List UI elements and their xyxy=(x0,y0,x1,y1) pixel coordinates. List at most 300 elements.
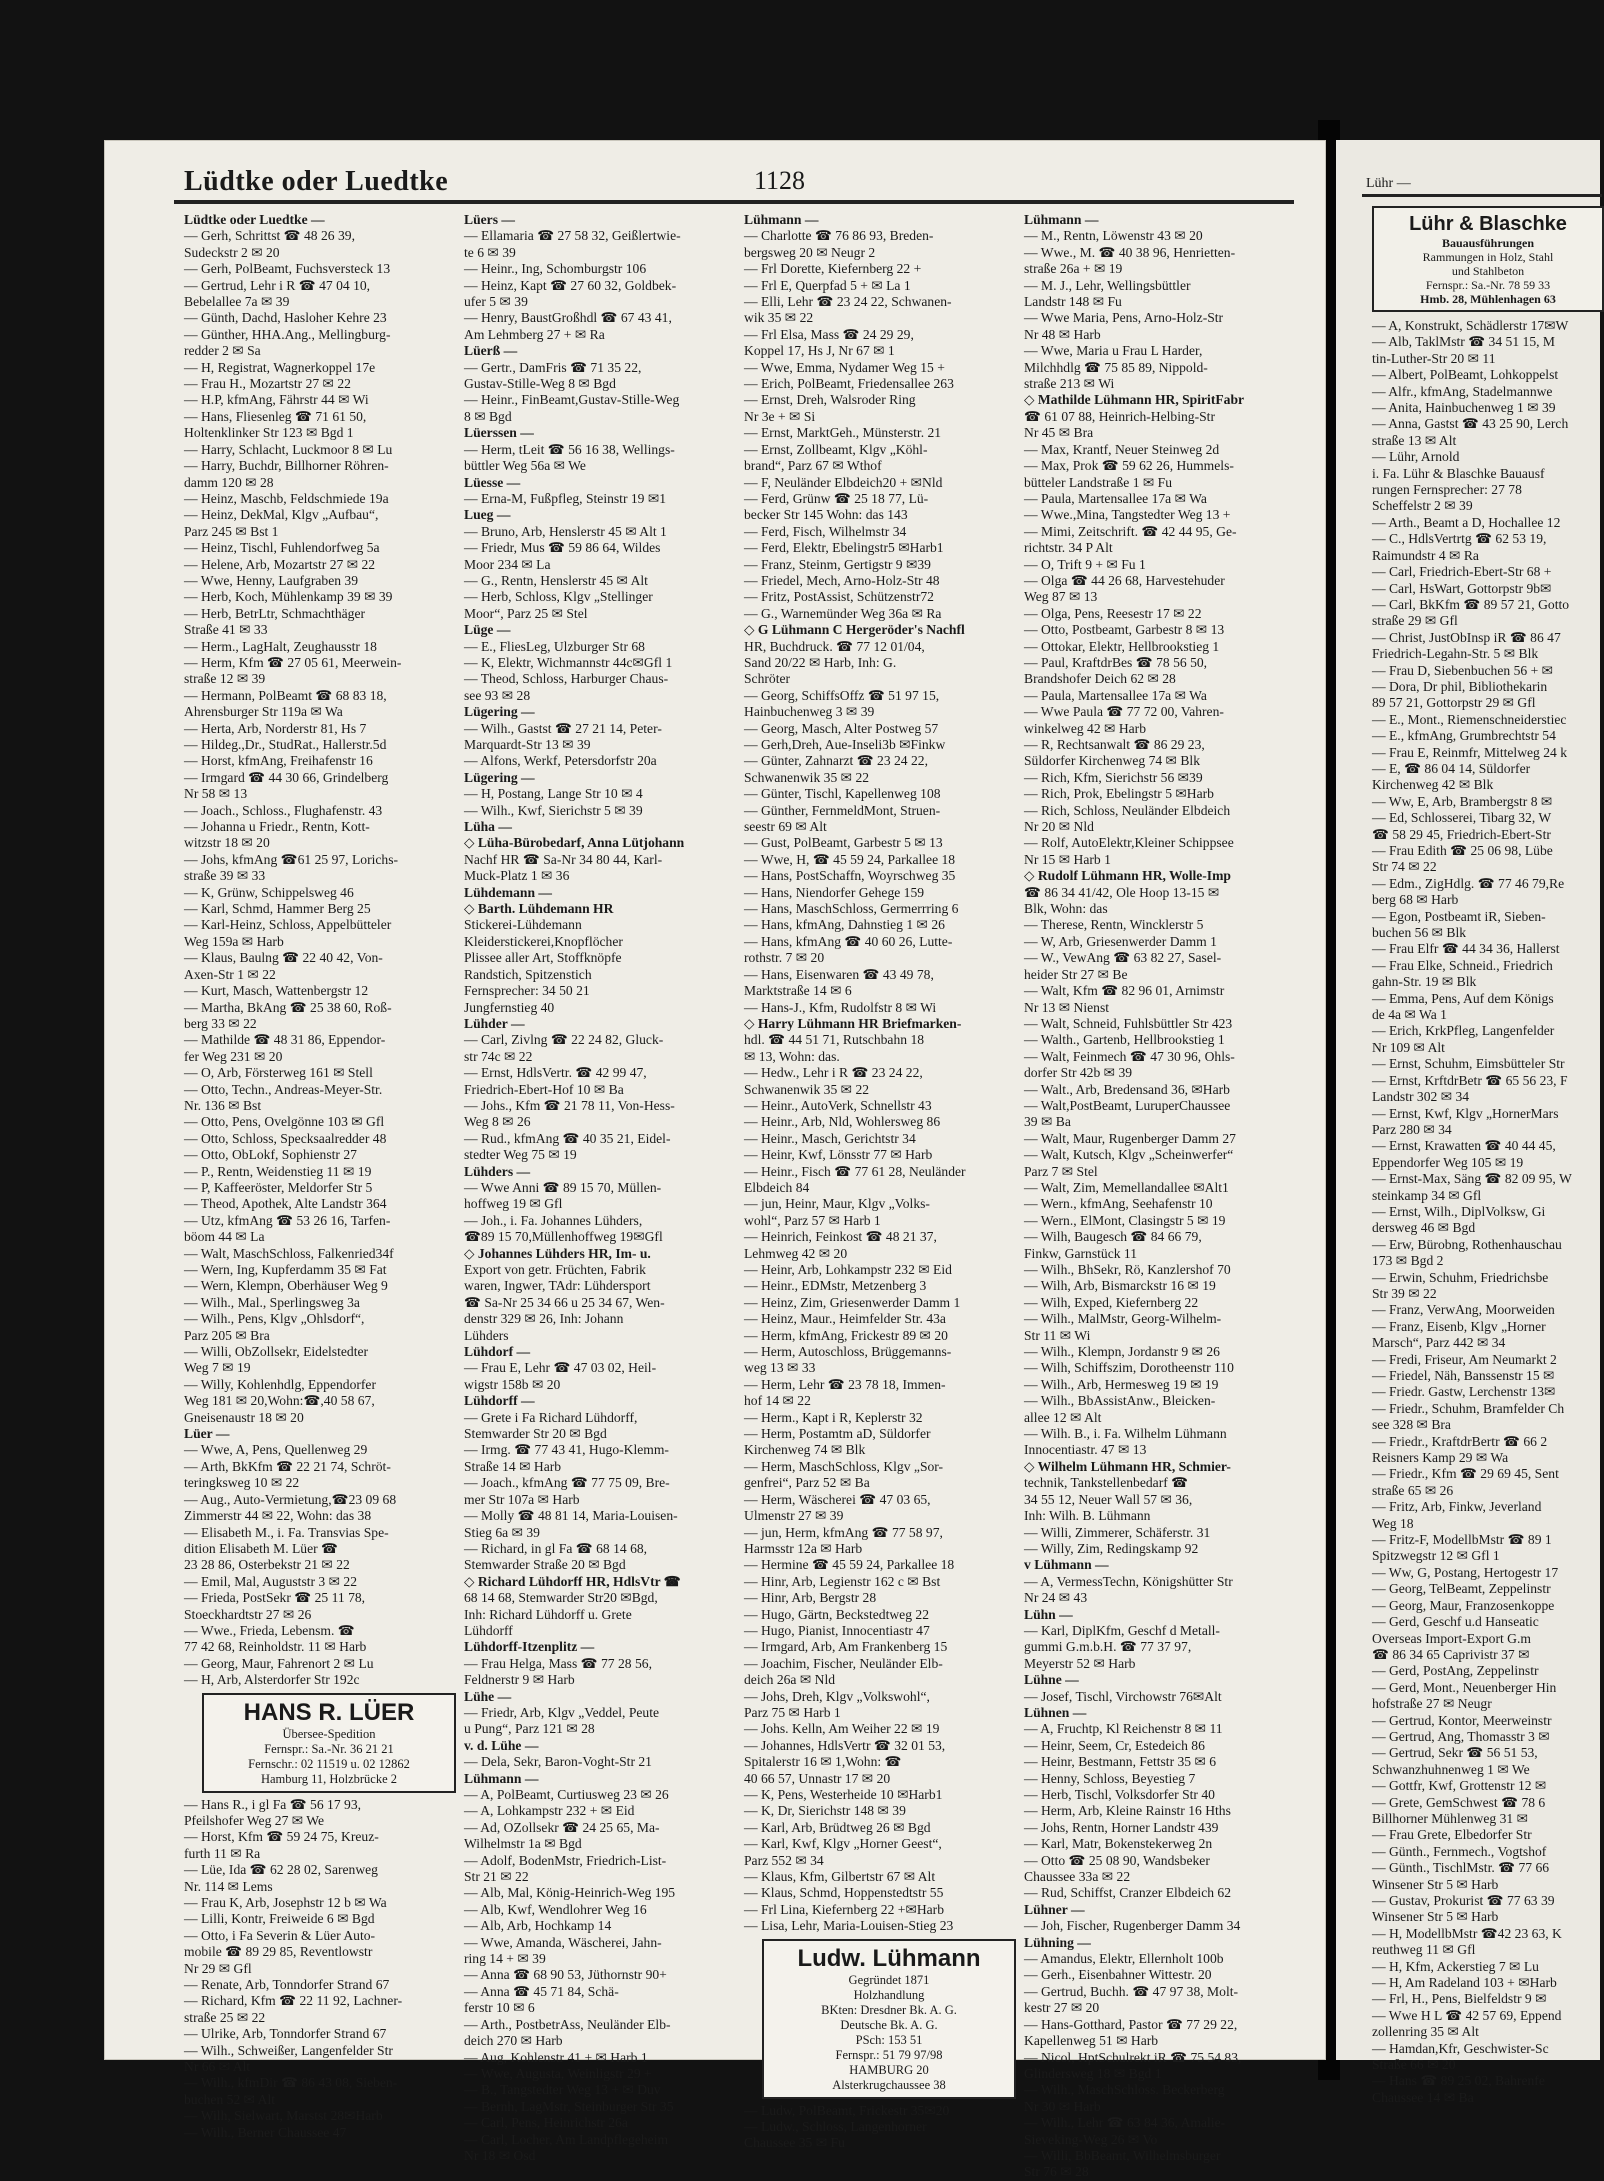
entry-line: berg 33 ✉ 22 xyxy=(184,1015,257,1031)
entry-line: buchen 56 ✉ Blk xyxy=(1372,925,1467,941)
entry-line: — Hugo, Pianist, Innocentiastr 47 xyxy=(744,1622,930,1638)
entry-line: straße 13 ✉ Alt xyxy=(1372,432,1457,448)
entry-line: — Herm, MaschSchloss, Klgv „Sor- xyxy=(744,1458,944,1474)
entry-line: — Olga, Pens, Reesestr 17 ✉ 22 xyxy=(1024,605,1202,621)
entry-line: — Gerh, Schrittst ☎ 48 26 39, xyxy=(184,228,355,244)
entry-line: Lüha — xyxy=(464,819,512,835)
entry-line: Sand 20/22 ✉ Harb, Inh: G. xyxy=(744,654,897,670)
entry-line: Bebelallee 7a ✉ 39 xyxy=(184,294,290,310)
entry-line: Lühdorff — xyxy=(464,1393,535,1409)
entry-line: — Wwe, Amanda, Wäscherei, Jahn- xyxy=(464,1934,662,1950)
entry-line: — K, Grünw, Schippelsweg 46 xyxy=(184,884,354,900)
entry-line: — Joach., kfmAng ☎ 77 75 09, Bre- xyxy=(464,1475,670,1491)
entry-line: — Wilh, Schiffszim, Dorotheenstr 110 xyxy=(1024,1360,1234,1376)
entry-line: — Theod, Schloss, Harburger Chaus- xyxy=(464,671,669,687)
entry-line: — Rud., kfmAng ☎ 40 35 21, Eidel- xyxy=(464,1130,671,1146)
entry-line: mer Str 107a ✉ Harb xyxy=(464,1491,580,1507)
entry-line: — Carl, Locher, Am Landpflegeheim xyxy=(464,2131,669,2147)
entry-line: — Heinz, Tischl, Fuhlendorfweg 5a xyxy=(184,540,380,556)
entry-line: Parz 7 ✉ Stel xyxy=(1024,1163,1098,1179)
entry-line: becker Str 145 Wohn: das 143 xyxy=(744,507,908,523)
entry-line: — Alb, Arb, Hochkamp 14 xyxy=(464,1918,612,1934)
entry-line: — Frau E, Lehr ☎ 47 03 02, Heil- xyxy=(464,1360,657,1376)
entry-line: — C., HdlsVertrtg ☎ 62 53 19, xyxy=(1372,531,1547,547)
entry-line: Straße 66 ✉ 20 xyxy=(1372,2057,1456,2073)
entry-line: — Lisa, Lehr, Maria-Louisen-Stieg 23 xyxy=(744,1918,954,1934)
entry-line: — Heinrich, Feinkost ☎ 48 21 37, xyxy=(744,1229,937,1245)
entry-line: 39 ✉ Ba xyxy=(1024,1114,1071,1130)
entry-line: ☎89 15 70,Müllenhoffweg 19✉Gfl xyxy=(464,1229,663,1245)
entry-line: — Walt, Maur, Rugenberger Damm 27 xyxy=(1024,1130,1236,1146)
entry-line: — Ww, G, Postang, Hertogestr 17 xyxy=(1372,1564,1559,1580)
entry-line: — Fredi, Friseur, Am Neumarkt 2 xyxy=(1372,1351,1557,1367)
entry-line: — P, Kaffeeröster, Meldorfer Str 5 xyxy=(184,1179,373,1195)
entry-line: 8 ✉ Bgd xyxy=(464,408,512,424)
entry-line: Glindersweg 18 ✉ Bgd 1 xyxy=(1024,2065,1162,2081)
entry-line: ◇ Richard Lühdorff HR, HdlsVtr ☎ xyxy=(464,1573,681,1589)
entry-line: Schröter xyxy=(744,671,791,687)
column-2 xyxy=(464,212,736,2163)
entry-line: 89 57 21, Gottorpstr 29 ✉ Gfl xyxy=(1372,695,1536,711)
entry-line: Nr 48 ✉ Harb xyxy=(1024,326,1101,342)
entry-line: Straße 41 ✉ 33 xyxy=(184,622,268,638)
entry-line: — Mimi, Zeitschrift. ☎ 42 44 95, Ge- xyxy=(1024,523,1237,539)
entry-line: — W., VewAng ☎ 63 82 27, Sasel- xyxy=(1024,950,1222,966)
entry-line: — Wilh., Klempn, Jordanstr 9 ✉ 26 xyxy=(1024,1344,1220,1360)
entry-line: 77 42 68, Reinholdstr. 11 ✉ Harb xyxy=(184,1639,367,1655)
entry-line: — W, Arb, Griesenwerder Damm 1 xyxy=(1024,933,1217,949)
entry-line: — Helene, Arb, Mozartstr 27 ✉ 22 xyxy=(184,556,376,572)
entry-line: witzstr 18 ✉ 20 xyxy=(184,835,270,851)
entry-line: u Pung“, Parz 121 ✉ 28 xyxy=(464,1721,595,1737)
entry-line: Marktstraße 14 ✉ 6 xyxy=(744,983,852,999)
entry-line: — Rolf, AutoElektr,Kleiner Schippsee xyxy=(1024,835,1234,851)
entry-line: straße 26a + ✉ 19 xyxy=(1024,261,1123,277)
page-header xyxy=(174,164,1294,200)
entry-line: — Ad, OZollsekr ☎ 24 25 65, Ma- xyxy=(464,1819,660,1835)
entry-line: — Wwe, Augusta, Weinligstr 29 + xyxy=(464,2065,652,2081)
entry-line: — Ferd, Elektr, Ebelingstr5 ✉Harb1 xyxy=(744,540,944,556)
entry-line: — Frau Grete, Elbedorfer Str xyxy=(1372,1827,1532,1843)
entry-line: — Alfons, Werkf, Petersdorfstr 20a xyxy=(464,753,657,769)
entry-line: — Friedr, Mus ☎ 59 86 64, Wildes xyxy=(464,540,661,556)
entry-line: mobile ☎ 89 29 85, Reventlowstr xyxy=(184,1944,373,1960)
entry-line: ☎ 86 34 65 Caprivistr 37 ✉ xyxy=(1372,1646,1530,1662)
entry-line: denstr 329 ✉ 26, Inh: Johann xyxy=(464,1311,624,1327)
entry-line: — Erw, Bürobng, Rothenhauschau xyxy=(1372,1236,1562,1252)
entry-line: Lühdorf — xyxy=(464,1344,531,1360)
entry-line: — Herm, Postamtm aD, Süldorfer xyxy=(744,1426,931,1442)
entry-line: — Hans, kfmAng ☎ 40 60 26, Lutte- xyxy=(744,933,953,949)
entry-line: — Wilh., BbAssistAnw., Bleicken- xyxy=(1024,1393,1216,1409)
entry-line: — Hedw., Lehr i R ☎ 23 24 22, xyxy=(744,1065,923,1081)
entry-line: — Anna, Gastst ☎ 43 25 90, Lerch xyxy=(1372,416,1569,432)
entry-line: — Wilh., Berner Chaussee 47 xyxy=(184,2124,347,2140)
entry-line: ◇ Rudolf Lühmann HR, Wolle-Imp xyxy=(1024,868,1231,884)
entry-line: Friedrich-Ebert-Hof 10 ✉ Ba xyxy=(464,1081,624,1097)
entry-line: Blk, Wohn: das xyxy=(1024,901,1108,917)
entry-line: — Ernst, KrftdrBetr ☎ 65 56 23, F xyxy=(1372,1072,1568,1088)
entry-line: waren, Ingwer, TAdr: Lühdersport xyxy=(464,1278,651,1294)
entry-line: Nr. 114 ✉ Lems xyxy=(184,1878,273,1894)
entry-line: — Friedel, Näh, Banssenstr 15 ✉ xyxy=(1372,1368,1555,1383)
entry-line: — Hans-J., Kfm, Rudolfstr 8 ✉ Wi xyxy=(744,999,937,1015)
entry-line: Stemwarder Str 20 ✉ Bgd xyxy=(464,1426,607,1442)
entry-line: — Georg, TelBeamt, Zeppelinstr xyxy=(1372,1581,1551,1597)
entry-line: — Günther, FernmeldMont, Struen- xyxy=(744,802,941,818)
ad-line: Gegründet 1871 xyxy=(848,1972,930,1987)
entry-line: Marsch“, Parz 442 ✉ 34 xyxy=(1372,1335,1506,1351)
entry-line: technik, Tankstellenbedarf ☎ xyxy=(1024,1475,1189,1491)
entry-line: Kleiderstickerei,Knopflöcher xyxy=(464,933,623,949)
entry-line: Stoeckhardtstr 27 ✉ 26 xyxy=(184,1606,312,1622)
entry-line: Ahrensburger Str 119a ✉ Wa xyxy=(184,704,343,720)
entry-line: ◇ Harry Lühmann HR Briefmarken- xyxy=(744,1015,962,1031)
entry-line: — Molly ☎ 48 81 14, Maria-Louisen- xyxy=(464,1508,678,1524)
entry-line: Lühmann — xyxy=(464,1770,539,1786)
entry-line: gummi G.m.b.H. ☎ 77 37 97, xyxy=(1024,1639,1192,1655)
entry-line: — E., Mont., Riemenschneiderstiec xyxy=(1372,711,1567,727)
entry-line: — Walt, Zim, Memellandallee ✉Alt1 xyxy=(1024,1179,1229,1195)
entry-line: — Otto, Techn., Andreas-Meyer-Str. xyxy=(184,1081,383,1097)
ad-line: Fernspr.: 51 79 97/98 xyxy=(835,2047,943,2062)
entry-line: Holtenklinker Str 123 ✉ Bgd 1 xyxy=(184,425,354,441)
entry-line: — Erich, PolBeamt, Friedensallee 263 xyxy=(744,376,954,392)
entry-line: Billhorner Mühlenweg 31 ✉ xyxy=(1372,1810,1528,1826)
entry-line: — Wwe, Maria u Frau L Harder, xyxy=(1024,343,1203,359)
entry-line: — Max, Prok ☎ 59 62 26, Hummels- xyxy=(1024,458,1234,474)
entry-line: Str 21 ✉ 22 xyxy=(464,1869,529,1885)
entry-line: — Herta, Arb, Norderstr 81, Hs 7 xyxy=(184,720,367,736)
entry-line: ✉ 13, Wohn: das. xyxy=(744,1048,840,1064)
entry-line: dorfer Str 42b ✉ 39 xyxy=(1024,1065,1133,1081)
entry-line: — Willi, BbBeamt, Wilhelmsburger xyxy=(1024,2147,1221,2163)
entry-line: str 74c ✉ 22 xyxy=(464,1048,533,1064)
ad-lueer xyxy=(202,1693,456,1793)
entry-line: te 6 ✉ 39 xyxy=(464,244,516,260)
entry-line: Stickerei-Lühdemann xyxy=(464,917,582,933)
entry-line: — Max, Krantf, Neuer Steinweg 2d xyxy=(1024,441,1220,457)
entry-line: — Herb, Koch, Mühlenkamp 39 ✉ 39 xyxy=(184,589,393,605)
entry-line: fer Weg 231 ✉ 20 xyxy=(184,1048,283,1064)
entry-line: ◇ G Lühmann C Hergeröder's Nachfl xyxy=(744,622,965,638)
entry-line: heider Str 27 ✉ Be xyxy=(1024,966,1128,982)
entry-line: — Willi, ObZollsekr, Eidelstedter xyxy=(184,1344,369,1360)
entry-line: Inh: Wilh. B. Lühmann xyxy=(1024,1508,1151,1524)
entry-line: — Wilh., Mal., Sperlingsweg 3a xyxy=(184,1294,360,1310)
entry-line: — Günth, Dachd, Hasloher Kehre 23 xyxy=(184,310,387,326)
entry-line: v. d. Lühe — xyxy=(464,1737,539,1753)
entry-line: — Hildeg.,Dr., StudRat., Hallerstr.5d xyxy=(184,737,387,752)
entry-line: — H.P, kfmAng, Fährstr 44 ✉ Wi xyxy=(184,392,369,408)
entry-line: Meyerstr 52 ✉ Harb xyxy=(1024,1655,1136,1671)
entry-line: Feldnerstr 9 ✉ Harb xyxy=(464,1672,575,1688)
entry-line: allee 12 ✉ Alt xyxy=(1024,1409,1102,1425)
entry-line: — Johs., Kfm ☎ 21 78 11, Von-Hess- xyxy=(464,1097,675,1113)
entry-line: winkelweg 42 ✉ Harb xyxy=(1024,720,1146,736)
entry-line: — H, Kfm, Ackerstieg 7 ✉ Lu xyxy=(1372,1958,1539,1974)
entry-line: — Frieda, PostSekr ☎ 25 11 78, xyxy=(184,1590,366,1606)
entry-line: wigstr 158b ✉ 20 xyxy=(464,1376,561,1392)
entry-line: Landstr 302 ✉ 34 xyxy=(1372,1089,1470,1105)
entry-line: — Heinr, Kwf, Lönsstr 77 ✉ Harb xyxy=(744,1147,933,1163)
entry-line: — K, Pens, Westerheide 10 ✉Harb1 xyxy=(744,1787,943,1802)
entry-line: ◇ Wilhelm Lühmann HR, Schmier- xyxy=(1024,1458,1231,1474)
entry-line: — Elli, Lehr ☎ 23 24 22, Schwanen- xyxy=(744,294,952,310)
entry-line: Spitzwegstr 12 ✉ Gfl 1 xyxy=(1372,1548,1500,1564)
ad-line: Holzhandlung xyxy=(853,1987,925,2002)
entry-line: — Frau Elke, Schneid., Friedrich xyxy=(1372,957,1553,973)
entry-line: Nr 66 ✉ Alt xyxy=(184,2059,251,2075)
entry-line: — Heinr., Fisch ☎ 77 61 28, Neuländer xyxy=(744,1163,966,1179)
entry-line: v Lühmann — xyxy=(1024,1557,1109,1573)
ad-line: Hamburg 11, Holzbrücke 2 xyxy=(260,1771,398,1786)
entry-line: — B., Tangstedter Weg 13 + ✉ Duv xyxy=(464,2082,661,2098)
entry-line: — Arth., PostbetrAss, Neuländer Elb- xyxy=(464,2016,671,2032)
entry-line: dersweg 46 ✉ Bgd xyxy=(1372,1220,1476,1236)
entry-line: — M. J., Lehr, Wellingsbüttler xyxy=(1024,277,1191,293)
entry-line: — Ernst, Wilh., DiplVolksw, Gi xyxy=(1372,1203,1546,1219)
entry-line: — Heinr., Masch, Gerichtstr 34 xyxy=(744,1130,916,1146)
entry-line: Randstich, Spitzenstich xyxy=(464,966,592,982)
entry-line: — Herm., Kapt i R, Keplerstr 32 xyxy=(744,1409,923,1425)
entry-line: 173 ✉ Bgd 2 xyxy=(1372,1253,1444,1269)
entry-line: — Willy, Kohlenhdlg, Eppendorfer xyxy=(184,1376,376,1392)
entry-line: — Hans, MaschSchloss, Germerrring 6 xyxy=(744,901,959,917)
entry-line: — Ww, E, Arb, Brambergstr 8 ✉ xyxy=(1372,793,1553,809)
entry-line: — Ludw, PolBeamt, Frickestr 35✉20 xyxy=(744,2102,950,2118)
entry-line: — Renate, Arb, Tonndorfer Strand 67 xyxy=(184,1977,390,1993)
entry-line: ◇ Mathilde Lühmann HR, SpiritFabr xyxy=(1024,392,1245,408)
entry-line: — Johs, Rentn, Horner Landstr 439 xyxy=(1024,1819,1219,1835)
entry-line: — Heinz, Kapt ☎ 27 60 32, Goldbek- xyxy=(464,277,677,293)
entry-line: Weg 87 ✉ 13 xyxy=(1024,589,1098,605)
entry-line: Elbdeich 84 xyxy=(744,1179,810,1195)
entry-line: Lügering — xyxy=(464,769,535,785)
entry-line: genfrei“, Parz 52 ✉ Ba xyxy=(744,1475,870,1491)
entry-line: — Wern., ElMont, Clasingstr 5 ✉ 19 xyxy=(1024,1212,1226,1228)
entry-line: — Carl, Zivlng ☎ 22 24 82, Gluck- xyxy=(464,1032,664,1048)
entry-line: wik 35 ✉ 22 xyxy=(744,310,814,326)
entry-line: Landstr 148 ✉ Fu xyxy=(1024,294,1122,310)
entry-line: — Lilli, Kontr, Freiweide 6 ✉ Bgd xyxy=(184,1911,375,1927)
entry-line: straße 29 ✉ Gfl xyxy=(1372,613,1458,629)
entry-line: — Wilh., Pens, Klgv „Ohlsdorf“, xyxy=(184,1311,365,1327)
entry-line: — Martha, BkAng ☎ 25 38 60, Roß- xyxy=(184,999,392,1015)
entry-line: böom 44 ✉ La xyxy=(184,1229,265,1245)
entry-line: Weg 18 xyxy=(1372,1515,1414,1531)
entry-line: — Heinr., Ing, Schomburgstr 106 xyxy=(464,261,647,277)
entry-line: Str 74 ✉ 22 xyxy=(1372,859,1437,875)
entry-line: Reisners Kamp 29 ✉ Wa xyxy=(1372,1450,1509,1466)
entry-line: Nr 3e + ✉ Si xyxy=(744,408,816,424)
entry-line: — Wilh., MaschSchloss. Beckerberg xyxy=(1024,2082,1225,2098)
entry-line: — Friedel, Mech, Arno-Holz-Str 48 xyxy=(744,572,940,588)
entry-line: Plissee aller Art, Stoffknöpfe xyxy=(464,950,622,966)
entry-line: — Joach., Schloss., Flughafenstr. 43 xyxy=(184,802,383,818)
entry-line: Nr. 136 ✉ Bst xyxy=(184,1097,262,1113)
entry-line: — Anna ☎ 68 90 53, Jüthornstr 90+ xyxy=(464,1967,667,1983)
entry-line: hoffweg 19 ✉ Gfl xyxy=(464,1196,563,1212)
entry-line: Nr 29 ✉ Gfl xyxy=(184,1960,252,1976)
page-title: Lüdtke oder Luedtke xyxy=(184,166,449,197)
entry-line: — Wilh., Kwf, Sierichstr 5 ✉ 39 xyxy=(464,802,643,818)
entry-line: Spitalerstr 16 ✉ 1,Wohn: ☎ xyxy=(744,1754,902,1770)
entry-line: — Rich, Schloss, Neuländer Elbdeich xyxy=(1024,802,1231,818)
entry-line: Sudeckstr 2 ✉ 20 xyxy=(184,244,280,260)
entry-line: — Wwe, A, Pens, Quellenweg 29 xyxy=(184,1442,368,1458)
entry-line: — Gerh, PolBeamt, Fuchsversteck 13 xyxy=(184,261,391,277)
entry-line: — Edm., ZigHdlg. ☎ 77 46 79,Re xyxy=(1372,875,1565,891)
entry-line: — Wwe Paula ☎ 77 72 00, Vahren- xyxy=(1024,704,1224,720)
entry-line: hofstraße 27 ✉ Neugr xyxy=(1372,1696,1492,1712)
entry-line: — Utz, kfmAng ☎ 53 26 16, Tarfen- xyxy=(184,1212,391,1228)
entry-line: — Grete, GemSchwest ☎ 78 6 xyxy=(1372,1794,1546,1810)
entry-line: — Alb, Kwf, Wendlohrer Weg 16 xyxy=(464,1901,647,1917)
entry-line: — Theod, Apothek, Alte Landstr 364 xyxy=(184,1196,387,1212)
entry-line: — Herm., LagHalt, Zeughausstr 18 xyxy=(184,638,377,654)
entry-line: — Joachim, Fischer, Neuländer Elb- xyxy=(744,1655,943,1671)
entry-line: — Otto, ObLokf, Sophienstr 27 xyxy=(184,1147,357,1163)
entry-line: — O, Arb, Försterweg 161 ✉ Stell xyxy=(184,1065,373,1081)
entry-line: Parz 552 ✉ 34 xyxy=(744,1852,824,1868)
entry-line: Lühnen — xyxy=(1024,1704,1087,1720)
entry-line: — O, Trift 9 + ✉ Fu 1 xyxy=(1024,556,1146,572)
ad-name: HANS R. LÜER xyxy=(243,1698,415,1726)
entry-line: — Wwe, H, ☎ 45 59 24, Parkallee 18 xyxy=(744,851,956,867)
entry-line: — M., Rentn, Löwenstr 43 ✉ 20 xyxy=(1024,228,1203,244)
entry-line: Lühder — xyxy=(464,1015,525,1031)
entry-line: Weg 7 ✉ 19 xyxy=(184,1360,251,1376)
entry-line: — Herb, Tischl, Volksdorfer Str 40 xyxy=(1024,1787,1215,1802)
entry-line: — Wilh, Arb, Bismarckstr 16 ✉ 19 xyxy=(1024,1278,1216,1294)
entry-line: teringksweg 10 ✉ 22 xyxy=(184,1475,300,1491)
entry-line: Lühders — xyxy=(464,1163,531,1179)
entry-line: — Gerh,Dreh, Aue-Inseli3b ✉Finkw xyxy=(744,737,946,752)
entry-line: — Otto, i Fa Severin & Lüer Auto- xyxy=(184,1927,376,1943)
entry-line: straße 213 ✉ Wi xyxy=(1024,376,1115,392)
entry-line: — Herm, Lehr ☎ 23 78 18, Immen- xyxy=(744,1376,946,1392)
entry-line: — Ulrike, Arb, Tonndorfer Strand 67 xyxy=(184,2026,387,2042)
entry-line: — Johs. Kelln, Am Weiher 22 ✉ 19 xyxy=(744,1721,940,1737)
entry-line: — E., kfmAng, Grumbrechtstr 54 xyxy=(1372,728,1556,744)
entry-line: wohl“, Parz 57 ✉ Harb 1 xyxy=(744,1212,881,1228)
ad-luehmann xyxy=(762,1939,1016,2099)
entry-line: brand“, Parz 67 ✉ Wthof xyxy=(744,458,882,474)
entry-line: — Günter, Zahnarzt ☎ 23 24 22, xyxy=(744,753,928,769)
entry-line: Inh: Richard Lühdorff u. Grete xyxy=(464,1606,632,1622)
entry-line: Zimmerstr 44 ✉ 22, Wohn: das 38 xyxy=(184,1508,372,1524)
entry-line: — Wwe, Emma, Nydamer Weg 15 + xyxy=(744,359,945,375)
ad-line: Übersee-Spedition xyxy=(282,1726,376,1741)
entry-line: — Joh, Fischer, Rugenberger Damm 34 xyxy=(1024,1918,1241,1934)
entry-line: Lühdorff xyxy=(464,1622,513,1638)
entry-line: — Anna ☎ 45 71 84, Schä- xyxy=(464,1983,619,1999)
entry-line: — Gertrud, Kontor, Meerweinstr xyxy=(1372,1712,1552,1728)
entry-line: bergsweg 20 ✉ Neugr 2 xyxy=(744,244,876,260)
entry-line: — Olga ☎ 44 26 68, Harvestehuder xyxy=(1024,572,1225,588)
entry-line: 40 66 57, Unnastr 17 ✉ 20 xyxy=(744,1770,891,1786)
entry-line: — Friedr., Schuhm, Bramfelder Ch xyxy=(1372,1400,1565,1416)
entry-line: — Otto, Schloss, Specksaalredder 48 xyxy=(184,1130,387,1146)
entry-line: HR, Buchdruck. ☎ 77 12 01/04, xyxy=(744,638,925,654)
entry-line: — Klaus, Kfm, Gilbertstr 67 ✉ Alt xyxy=(744,1869,936,1885)
entry-line: — Hans ☎ 89 25 02, Bahrenfe xyxy=(1372,2073,1545,2089)
entry-line: — Harry, Buchdr, Billhorner Röhren- xyxy=(184,458,389,474)
ad-line: PSch: 153 51 xyxy=(855,2032,923,2047)
entry-line: Str 76 ✉ 28 xyxy=(1024,2164,1089,2180)
entry-line: deich 26a ✉ Nld xyxy=(744,1672,836,1688)
entry-line: — Frau Helga, Mass ☎ 77 28 56, xyxy=(464,1655,652,1671)
entry-line: — H, Arb, Alsterdorfer Str 192c xyxy=(184,1672,360,1688)
header-rule xyxy=(174,200,1294,204)
entry-line: — Richard, Kfm ☎ 22 11 92, Lachner- xyxy=(184,1993,403,2009)
entry-line: — Karl, Schmd, Hammer Berg 25 xyxy=(184,901,371,917)
entry-line: — Wilh., BhSekr, Rö, Kanzlershof 70 xyxy=(1024,1262,1231,1277)
directory-columns xyxy=(184,212,1304,2180)
entry-line: Am Lehmberg 27 + ✉ Ra xyxy=(464,326,605,342)
entry-line: see 93 ✉ 28 xyxy=(464,687,531,703)
entry-line: — E, ☎ 86 04 14, Süldorfer xyxy=(1372,760,1531,776)
entry-line: — Wilh., MalMstr, Georg-Wilhelm- xyxy=(1024,1311,1222,1327)
entry-line: — Wilh, Exped, Kiefernberg 22 xyxy=(1024,1294,1199,1310)
entry-line: dition Elisabeth M. Lüer ☎ xyxy=(184,1540,338,1556)
entry-line: — Amandus, Elektr, Ellernholt 100b xyxy=(1024,1951,1224,1967)
ad-line: Bauausführungen xyxy=(1441,236,1535,250)
entry-line: — Ottokar, Elektr, Hellbrookstieg 1 xyxy=(1024,638,1220,654)
entry-line: — Ernst, Kwf, Klgv „HornerMars xyxy=(1372,1105,1559,1121)
entry-line: — Erwin, Schuhm, Friedrichsbe xyxy=(1372,1269,1549,1285)
entry-line: Axen-Str 1 ✉ 22 xyxy=(184,966,276,982)
entry-line: — Heinr, Seem, Cr, Estedeich 86 xyxy=(1024,1737,1205,1753)
entry-line: — Wwe Maria, Pens, Arno-Holz-Str xyxy=(1024,310,1224,326)
entry-line: — Herm, Autoschloss, Brüggemanns- xyxy=(744,1344,952,1360)
entry-line: Lühning — xyxy=(1024,1934,1091,1950)
entry-line: straße 65 ✉ 26 xyxy=(1372,1482,1454,1498)
entry-line: stedter Weg 75 ✉ 19 xyxy=(464,1147,577,1163)
entry-line: — Johs, Dreh, Klgv „Volkswohl“, xyxy=(744,1688,930,1704)
entry-line: — Gerd, PostAng, Zeppelinstr xyxy=(1372,1663,1539,1679)
entry-line: — Albert, PolBeamt, Lohkoppelst xyxy=(1372,367,1559,383)
entry-line: Parz 245 ✉ Bst 1 xyxy=(184,523,279,539)
entry-line: — Ed, Schlosserei, Tibarg 32, W xyxy=(1372,810,1552,826)
entry-line: — Ludw., Schloss, Langenhorner xyxy=(744,2119,927,2135)
entry-line: — Herm, kfmAng, Frickestr 89 ✉ 20 xyxy=(744,1327,948,1343)
entry-line: Export von getr. Früchten, Fabrik xyxy=(464,1262,646,1277)
entry-line: see 328 ✉ Bra xyxy=(1372,1417,1451,1433)
entry-line: hof 14 ✉ 22 xyxy=(744,1393,811,1409)
entry-line: Nr 30 ✉ Harb xyxy=(1024,2098,1101,2114)
entry-line: — Heinr., AutoVerk, Schnellstr 43 xyxy=(744,1097,932,1113)
entry-line: — Hans R., i gl Fa ☎ 56 17 93, xyxy=(184,1796,362,1812)
entry-line: — Heinz, Zim, Griesenwerder Damm 1 xyxy=(744,1294,961,1310)
entry-line: ufer 5 ✉ 39 xyxy=(464,294,528,310)
ad-luehr-blaschke xyxy=(1372,206,1604,312)
entry-line: — Herm, Kfm ☎ 27 05 61, Meerwein- xyxy=(184,654,402,670)
entry-line: — Elisabeth M., i. Fa. Transvias Spe- xyxy=(184,1524,389,1540)
entry-line: — Erich, KrkPfleg, Langenfelder xyxy=(1372,1023,1555,1039)
entry-line: i. Fa. Lühr & Blaschke Bauausf xyxy=(1372,465,1545,481)
entry-line: — Walt, Kfm ☎ 82 96 01, Arnimstr xyxy=(1024,983,1225,999)
entry-line: — Gerh., Eisenbahner Wittestr. 20 xyxy=(1024,1967,1212,1983)
entry-line: Lühn — xyxy=(1024,1606,1073,1622)
ad-line: HAMBURG 20 xyxy=(849,2062,929,2077)
entry-line: gahn-Str. 19 ✉ Blk xyxy=(1372,974,1477,990)
entry-line: — Fritz, PostAssist, Schützenstr72 xyxy=(744,589,934,605)
entry-line: 23 28 86, Osterbekstr 21 ✉ 22 xyxy=(184,1557,350,1573)
entry-line: — Carl, BkKfm ☎ 89 57 21, Gotto xyxy=(1372,596,1570,612)
ad-line: BKten: Dresdner Bk. A. G. xyxy=(821,2002,957,2017)
